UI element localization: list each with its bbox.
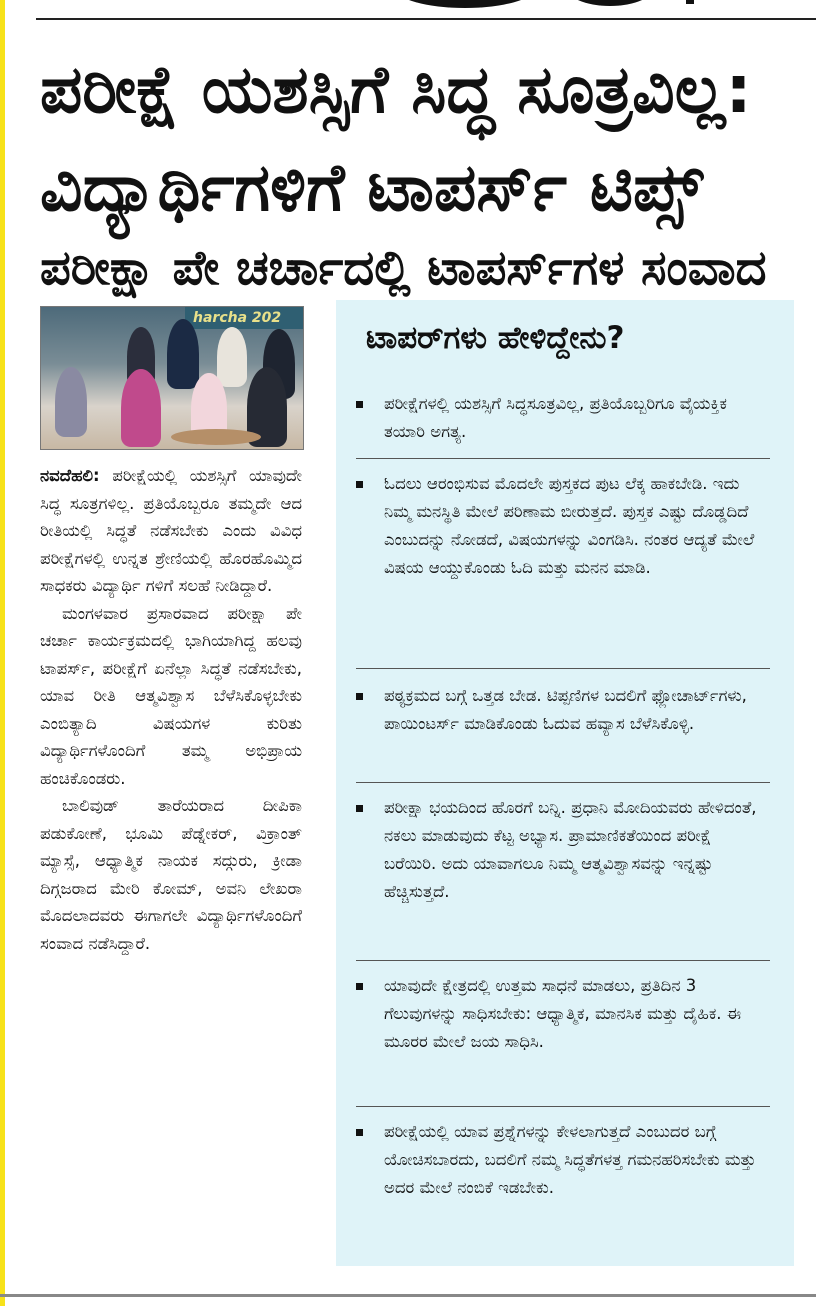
tip-divider [356, 1106, 770, 1107]
bullet-square-icon [356, 1129, 363, 1136]
tip-text: ಯಾವುದೇ ಕ್ಷೇತ್ರದಲ್ಲಿ ಉತ್ತಮ ಸಾಧನೆ ಮಾಡಲು, ಪ್ರತಿದಿನ 3 ಗೆಲುವುಗಳನ್ನು ಸಾಧಿಸಬೇಕು: ಆಧ್ಯಾತ್ಮಿಕ, ಮಾನಸಿಕ ಮತ್ತು ದೈಹಿಕ. ಈ ಮೂರರ ಮೇಲೆ ಜಯ ಸಾಧಿಸಿ. [384, 976, 742, 1051]
tip-text: ಪರೀಕ್ಷೆಗಳಲ್ಲಿ ಯಶಸ್ಸಿಗೆ ಸಿದ್ಧಸೂತ್ರವಿಲ್ಲ, ಪ್ರತಿಯೊಬ್ಬರಿಗೂ ವೈಯಕ್ತಿಕ ತಯಾರಿ ಅಗತ್ಯ. [384, 394, 727, 441]
tip-item [356, 390, 768, 446]
tip-item [356, 682, 768, 738]
masthead-fragment-2 [565, 0, 655, 6]
headline-line-1: ಪರೀಕ್ಷೆ ಯಶಸ್ಸಿಗೆ ಸಿದ್ಧ ಸೂತ್ರವಿಲ್ಲ: [40, 51, 752, 128]
masthead-fragment [395, 0, 535, 8]
tip-item [356, 470, 768, 582]
bullet-square-icon [356, 805, 363, 812]
tip-text: ಪರೀಕ್ಷಾ ಭಯದಿಂದ ಹೊರಗೆ ಬನ್ನಿ. ಪ್ರಧಾನಿ ಮೋದಿಯವರು ಹೇಳಿದಂತೆ, ನಕಲು ಮಾಡುವುದು ಕೆಟ್ಟ ಅಭ್ಯಾಸ. ಪ್ರಾಮಾಣಿಕತೆಯಿಂದ ಪರೀಕ್ಷೆ ಬರೆಯಿರಿ. ಅದು ಯಾವಾಗಲೂ ನಿಮ್ಮ ಆತ್ಮವಿಶ್ವಾಸವನ್ನು ಇನ್ನಷ್ಟು ಹೆಚ್ಚಿಸುತ್ತದೆ. [384, 798, 757, 901]
tip-divider [356, 458, 770, 459]
headline-line-2: ವಿದ್ಯಾರ್ಥಿಗಳಿಗೆ ಟಾಪರ್ಸ್ ಟಿಪ್ಸ್ [40, 149, 703, 226]
dateline: ನವದೆಹಲಿ: [40, 466, 100, 485]
masthead-fragment-3 [686, 0, 694, 4]
tip-divider [356, 668, 770, 669]
bullet-square-icon [356, 401, 363, 408]
tip-item [356, 794, 768, 906]
tip-text: ಪಠ್ಯಕ್ರಮದ ಬಗ್ಗೆ ಒತ್ತಡ ಬೇಡ. ಟಿಪ್ಪಣಿಗಳ ಬದಲಿಗೆ ಫ್ಲೋಚಾರ್ಟ್‌ಗಳು, ಪಾಯಿಂಟರ್ಸ್ ಮಾಡಿಕೊಂಡು ಓದುವ ಹವ್ಯಾಸ ಬೆಳೆಸಿಕೊಳ್ಳಿ. [384, 686, 747, 733]
bullet-square-icon [356, 983, 363, 990]
photo-person [121, 369, 161, 447]
tip-item [356, 972, 768, 1056]
article-paragraph-2: ಮಂಗಳವಾರ ಪ್ರಸಾರವಾದ ಪರೀಕ್ಷಾ ಪೇ ಚರ್ಚಾ ಕಾರ್ಯಕ್ರಮದಲ್ಲಿ ಭಾಗಿಯಾಗಿದ್ದ ಹಲವು ಟಾಪರ್ಸ್, ಪರೀಕ್ಷೆಗೆ ಏನೆಲ್ಲಾ ಸಿದ್ಧತೆ ನಡೆಸಬೇಕು, ಯಾವ ರೀತಿ ಆತ್ಮವಿಶ್ವಾಸ ಬೆಳೆಸಿಕೊಳ್ಳಬೇಕು ಎಂಬಿತ್ಯಾದಿ ವಿಷಯಗಳ ಕುರಿತು ವಿದ್ಯಾರ್ಥಿಗಳೊಂದಿಗೆ ತಮ್ಮ ಅಭಿಪ್ರಾಯ ಹಂಚಿಕೊಂಡರು. [40, 603, 302, 788]
toppers-box-title: ಟಾಪರ್‌ಗಳು ಹೇಳಿದ್ದೇನು? [366, 320, 625, 356]
tip-text: ಓದಲು ಆರಂಭಿಸುವ ಮೊದಲೇ ಪುಸ್ತಕದ ಪುಟ ಲೆಕ್ಕ ಹಾಕಬೇಡಿ. ಇದು ನಿಮ್ಮ ಮನಸ್ಥಿತಿ ಮೇಲೆ ಪರಿಣಾಮ ಬೀರುತ್ತದೆ. ಪುಸ್ತಕ ಎಷ್ಟು ದೊಡ್ಡದಿದೆ ಎಂಬುದನ್ನು ನೋಡದೆ, ವಿಷಯಗಳನ್ನು ವಿಂಗಡಿಸಿ. ನಂತರ ಆದ್ಯತೆ ಮೇಲೆ ವಿಷಯ ಆಯ್ದುಕೊಂಡು ಓದಿ ಮತ್ತು ಮನನ ಮಾಡಿ. [384, 474, 755, 577]
photo-person [167, 319, 199, 389]
photo-person [55, 367, 87, 437]
tip-text: ಪರೀಕ್ಷೆಯಲ್ಲಿ ಯಾವ ಪ್ರಶ್ನೆಗಳನ್ನು ಕೇಳಲಾಗುತ್ತದೆ ಎಂಬುದರ ಬಗ್ಗೆ ಯೋಚಿಸಬಾರದು, ಬದಲಿಗೆ ನಮ್ಮ ಸಿದ್ಧತೆಗಳತ್ತ ಗಮನಹರಿಸಬೇಕು ಮತ್ತು ಅದರ ಮೇಲೆ ನಂಬಿಕೆ ಇಡಬೇಕು. [384, 1122, 756, 1197]
article-paragraph-1 [40, 462, 302, 600]
article-body [40, 462, 302, 957]
margin-bar [0, 0, 5, 1306]
bullet-square-icon [356, 693, 363, 700]
event-photo [40, 306, 304, 450]
article-paragraph-3: ಬಾಲಿವುಡ್ ತಾರೆಯರಾದ ದೀಪಿಕಾ ಪಡುಕೋಣೆ, ಭೂಮಿ ಪೆಡ್ನೇಕರ್, ವಿಕ್ರಾಂತ್ ಮ್ಯಾಸ್ಸೆ, ಆಧ್ಯಾತ್ಮಿಕ ನಾಯಕ ಸದ್ಗುರು, ಕ್ರೀಡಾ ದಿಗ್ಗಜರಾದ ಮೇರಿ ಕೋಮ್, ಅವನಿ ಲೇಖರಾ ಮೊದಲಾದವರು ಈಗಾಗಲೇ ವಿದ್ಯಾರ್ಥಿಗಳೊಂದಿಗೆ ಸಂವಾದ ನಡೆಸಿದ್ದಾರೆ. [40, 796, 302, 953]
tip-divider [356, 960, 770, 961]
tip-item [356, 1118, 768, 1202]
subheadline: ಪರೀಕ್ಷಾ ಪೇ ಚರ್ಚಾದಲ್ಲಿ ಟಾಪರ್ಸ್‌ಗಳ ಸಂವಾದ [40, 240, 767, 296]
photo-person [217, 327, 247, 387]
bottom-divider [0, 1294, 816, 1297]
article-text: ಪರೀಕ್ಷೆಯಲ್ಲಿ ಯಶಸ್ಸಿಗೆ ಯಾವುದೇ ಸಿದ್ಧ ಸೂತ್ರಗಳಿಲ್ಲ. ಪ್ರತಿಯೊಬ್ಬರೂ ತಮ್ಮದೇ ಆದ ರೀತಿಯಲ್ಲಿ ಸಿದ್ಧತೆ ನಡೆಸಬೇಕು ಎಂದು ವಿವಿಧ ಪರೀಕ್ಷೆಗಳಲ್ಲಿ ಉನ್ನತ ಶ್ರೇಣಿಯಲ್ಲಿ ಹೊರಹೊಮ್ಮಿದ ಸಾಧಕರು ವಿದ್ಯಾರ್ಥಿ ಗಳಿಗೆ ಸಲಹೆ ನೀಡಿದ್ದಾರೆ. [40, 466, 302, 595]
top-divider [36, 18, 816, 20]
tip-divider [356, 782, 770, 783]
bullet-square-icon [356, 481, 363, 488]
photo-table [171, 429, 261, 445]
photo-banner: harcha 202 [185, 307, 303, 329]
